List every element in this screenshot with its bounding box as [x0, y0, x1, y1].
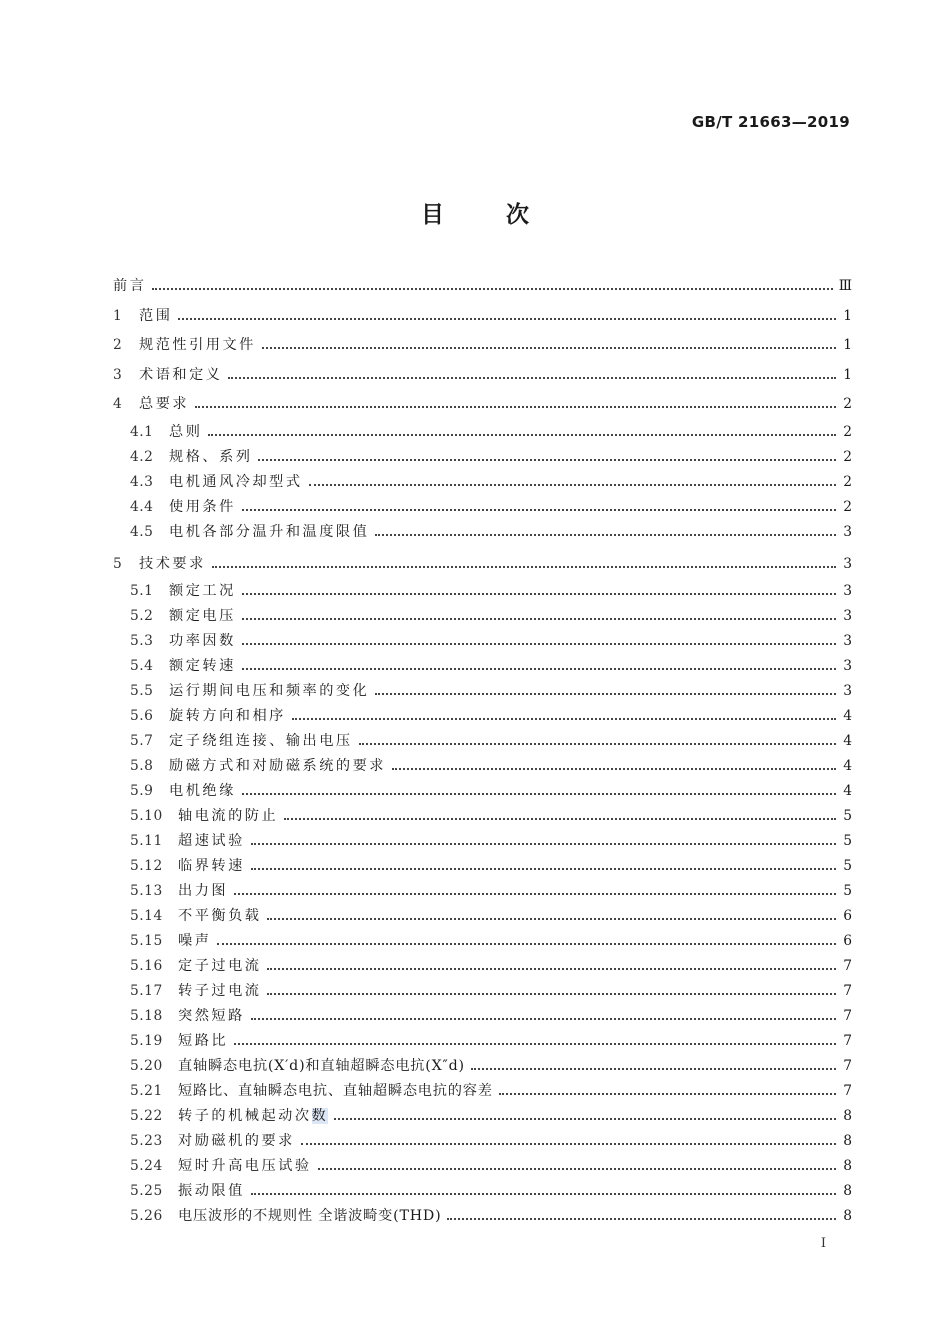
toc-label: 旋转方向和相序: [169, 708, 286, 724]
toc-section[interactable]: [113, 854, 852, 879]
toc-label: 规范性引用文件: [139, 337, 256, 353]
toc-number: 5.2: [130, 608, 154, 624]
toc-number: 5.16: [130, 958, 163, 974]
toc-label: 直轴瞬态电抗(X′d)和直轴超瞬态电抗(X″d): [178, 1058, 465, 1074]
dot-leader: [258, 458, 836, 461]
toc-label: 定子绕组连接、输出电压: [169, 733, 353, 749]
toc-page-number: 8: [843, 1208, 852, 1224]
toc-number: 5.7: [130, 733, 154, 749]
toc-number: 5.23: [130, 1133, 163, 1149]
toc-page-number: 7: [843, 1033, 852, 1049]
toc-label: 电机通风冷却型式: [169, 473, 303, 490]
toc-section[interactable]: [113, 1054, 852, 1079]
toc-page-number: 2: [843, 498, 852, 515]
dot-leader: [392, 767, 836, 770]
toc-label: 不平衡负载: [178, 908, 262, 924]
toc-page-number: 7: [843, 1058, 852, 1074]
toc-page-number: 5: [843, 883, 852, 899]
toc-label: 振动限值: [178, 1183, 245, 1199]
dot-leader: [359, 742, 836, 745]
dot-leader: [251, 842, 836, 845]
toc-label: 使用条件: [169, 498, 236, 515]
toc-section[interactable]: [113, 1029, 852, 1054]
toc-page-number: 1: [843, 366, 852, 383]
dot-leader: [242, 642, 836, 645]
toc-number: 5.5: [130, 683, 154, 699]
toc-number: 5.20: [130, 1058, 163, 1074]
dot-leader: [242, 667, 836, 670]
toc-page-number: 4: [843, 733, 852, 749]
toc-page-number: 8: [843, 1133, 852, 1149]
toc-section[interactable]: [113, 629, 852, 654]
toc-label: 额定转速: [169, 658, 236, 674]
toc-label: 技术要求: [139, 555, 206, 572]
dot-leader: [251, 1017, 836, 1020]
toc-number: 5.9: [130, 783, 154, 799]
toc-label: 运行期间电压和频率的变化: [169, 683, 370, 699]
toc-page-number: 6: [843, 908, 852, 924]
dot-leader: [195, 405, 836, 408]
toc-label: 噪声: [178, 933, 212, 949]
dot-leader: [234, 1042, 836, 1045]
dot-leader: [375, 692, 836, 695]
toc-page-number: 3: [843, 555, 852, 572]
toc-chapter[interactable]: [113, 331, 852, 361]
dot-leader: [471, 1067, 836, 1070]
toc-section[interactable]: [113, 1204, 852, 1229]
toc-section[interactable]: [113, 495, 852, 520]
dot-leader: [228, 376, 836, 379]
toc-number: 5.10: [130, 808, 163, 824]
page-title: 目次: [421, 202, 591, 228]
toc-number: 4.4: [130, 498, 154, 515]
toc-number: 5.17: [130, 983, 163, 999]
toc-section[interactable]: [113, 929, 852, 954]
toc-section[interactable]: [113, 520, 852, 545]
toc-section[interactable]: [113, 804, 852, 829]
toc-page-number: 5: [843, 833, 852, 849]
dot-leader: [267, 967, 836, 970]
toc-label: 电机各部分温升和温度限值: [169, 523, 370, 540]
table-of-contents: [113, 272, 852, 1229]
toc-section[interactable]: [113, 729, 852, 754]
toc-number: 5.15: [130, 933, 163, 949]
dot-leader: [251, 1192, 836, 1195]
toc-number: 5.19: [130, 1033, 163, 1049]
toc-page-number: 7: [843, 1083, 852, 1099]
toc-label: 术语和定义: [139, 366, 223, 383]
toc-label: 超速试验: [178, 833, 245, 849]
dot-leader: [242, 792, 836, 795]
toc-page-number: 3: [843, 658, 852, 674]
toc-page-number: 2: [843, 396, 852, 412]
toc-page-number: 1: [843, 307, 852, 324]
toc-page-number: 3: [843, 683, 852, 699]
dot-leader: [375, 533, 836, 536]
toc-number: 2: [113, 337, 123, 353]
dot-leader: [292, 717, 836, 720]
toc-page-number: 4: [843, 708, 852, 724]
dot-leader: [334, 1117, 836, 1120]
toc-page-number: 5: [843, 808, 852, 824]
toc-page-number: 4: [843, 783, 852, 799]
toc-section[interactable]: [113, 579, 852, 604]
toc-section[interactable]: [113, 954, 852, 979]
toc-chapter[interactable]: [113, 550, 852, 580]
toc-page-number: 3: [843, 608, 852, 624]
toc-number: 4.3: [130, 473, 154, 490]
toc-number: 4.5: [130, 523, 154, 540]
dot-leader: [217, 942, 836, 945]
toc-label: 前言: [113, 278, 147, 294]
toc-label: 短路比: [178, 1033, 229, 1049]
dot-leader: [242, 617, 836, 620]
toc-number: 5.21: [130, 1083, 163, 1099]
text-selection-highlight: 数: [311, 1108, 329, 1124]
toc-number: 5.3: [130, 633, 154, 649]
dot-leader: [499, 1092, 836, 1095]
toc-label: 临界转速: [178, 858, 245, 874]
toc-number: 5.8: [130, 758, 154, 774]
toc-section[interactable]: [113, 1179, 852, 1204]
dot-leader: [301, 1142, 836, 1145]
toc-number: 5.11: [130, 833, 163, 849]
toc-label-selected: 转子的机械起动次数: [178, 1108, 329, 1124]
toc-label: 定子过电流: [178, 958, 262, 974]
toc-section[interactable]: [113, 470, 852, 495]
toc-section[interactable]: [113, 679, 852, 704]
dot-leader: [208, 433, 836, 436]
toc-label: 励磁方式和对励磁系统的要求: [169, 758, 386, 774]
toc-section[interactable]: [113, 1104, 852, 1129]
toc-number: 5.14: [130, 908, 163, 924]
toc-page-number: 8: [843, 1158, 852, 1174]
toc-section[interactable]: [113, 704, 852, 729]
toc-label: 短时升高电压试验: [178, 1158, 312, 1174]
dot-leader: [212, 565, 836, 568]
toc-section[interactable]: [113, 754, 852, 779]
toc-label: 出力图: [178, 883, 229, 899]
toc-chapter[interactable]: [113, 361, 852, 391]
dot-leader: [242, 592, 836, 595]
toc-page-number: 2: [843, 448, 852, 465]
dot-leader: [318, 1167, 836, 1170]
toc-label: 突然短路: [178, 1008, 245, 1024]
toc-number: 4.2: [130, 448, 154, 465]
dot-leader: [267, 992, 836, 995]
toc-label: 额定电压: [169, 608, 236, 624]
toc-label: 额定工况: [169, 583, 236, 599]
toc-section[interactable]: [113, 1004, 852, 1029]
dot-leader: [262, 346, 836, 349]
toc-section[interactable]: [113, 1129, 852, 1154]
toc-page-number: Ⅲ: [838, 278, 852, 294]
toc-number: 5.26: [130, 1208, 163, 1224]
footer-page-number: Ⅰ: [820, 1236, 826, 1251]
toc-number: 5.24: [130, 1158, 163, 1174]
toc-label: 转子过电流: [178, 983, 262, 999]
toc-page-number: 8: [843, 1183, 852, 1199]
dot-leader: [178, 317, 836, 320]
toc-number: 5.13: [130, 883, 163, 899]
toc-page-number: 5: [843, 858, 852, 874]
toc-label: 电机绝缘: [169, 783, 236, 799]
toc-number: 1: [113, 307, 123, 324]
dot-leader: [152, 287, 832, 290]
toc-page-number: 4: [843, 758, 852, 774]
toc-section[interactable]: [113, 879, 852, 904]
toc-page-number: 3: [843, 583, 852, 599]
dot-leader: [242, 508, 836, 511]
dot-leader: [284, 817, 836, 820]
toc-label: 对励磁机的要求: [178, 1133, 295, 1149]
toc-label: 总要求: [139, 396, 190, 412]
toc-label: 电压波形的不规则性 全谐波畸变(THD): [178, 1208, 442, 1224]
toc-section[interactable]: [113, 1154, 852, 1179]
toc-label: 短路比、直轴瞬态电抗、直轴超瞬态电抗的容差: [178, 1083, 493, 1099]
dot-leader: [447, 1217, 836, 1220]
toc-chapter[interactable]: [113, 390, 852, 420]
toc-chapter[interactable]: [113, 272, 852, 302]
toc-page-number: 3: [843, 633, 852, 649]
toc-section[interactable]: [113, 904, 852, 929]
toc-number: 3: [113, 366, 123, 383]
toc-page-number: 7: [843, 958, 852, 974]
toc-label: 总则: [169, 423, 203, 440]
toc-section[interactable]: [113, 979, 852, 1004]
toc-label: 规格、系列: [169, 448, 253, 465]
toc-section[interactable]: [113, 779, 852, 804]
toc-number: 5.12: [130, 858, 163, 874]
toc-number: 5.25: [130, 1183, 163, 1199]
toc-page-number: 2: [843, 473, 852, 490]
toc-page-number: 3: [843, 523, 852, 540]
toc-number: 5.22: [130, 1108, 163, 1124]
toc-page-number: 6: [843, 933, 852, 949]
toc-section[interactable]: [113, 445, 852, 470]
dot-leader: [309, 483, 836, 486]
dot-leader: [267, 917, 836, 920]
toc-page-number: 7: [843, 983, 852, 999]
toc-label: 轴电流的防止: [178, 808, 279, 824]
toc-number: 5.4: [130, 658, 154, 674]
toc-number: 4.1: [130, 423, 154, 440]
toc-number: 5: [113, 555, 123, 572]
toc-section[interactable]: [113, 829, 852, 854]
toc-section[interactable]: [113, 420, 852, 445]
toc-page-number: 8: [843, 1108, 852, 1124]
toc-section[interactable]: [113, 654, 852, 679]
toc-page-number: 2: [843, 423, 852, 440]
toc-chapter[interactable]: [113, 302, 852, 332]
toc-section[interactable]: [113, 604, 852, 629]
toc-page-number: 7: [843, 1008, 852, 1024]
toc-label: 功率因数: [169, 633, 236, 649]
standard-code: GB/T 21663—2019: [691, 113, 850, 131]
toc-number: 5.1: [130, 583, 154, 599]
toc-section[interactable]: [113, 1079, 852, 1104]
dot-leader: [234, 892, 836, 895]
toc-number: 5.6: [130, 708, 154, 724]
toc-label: 范围: [139, 307, 173, 324]
dot-leader: [251, 867, 836, 870]
toc-number: 4: [113, 396, 123, 412]
toc-number: 5.18: [130, 1008, 163, 1024]
toc-page-number: 1: [843, 337, 852, 353]
